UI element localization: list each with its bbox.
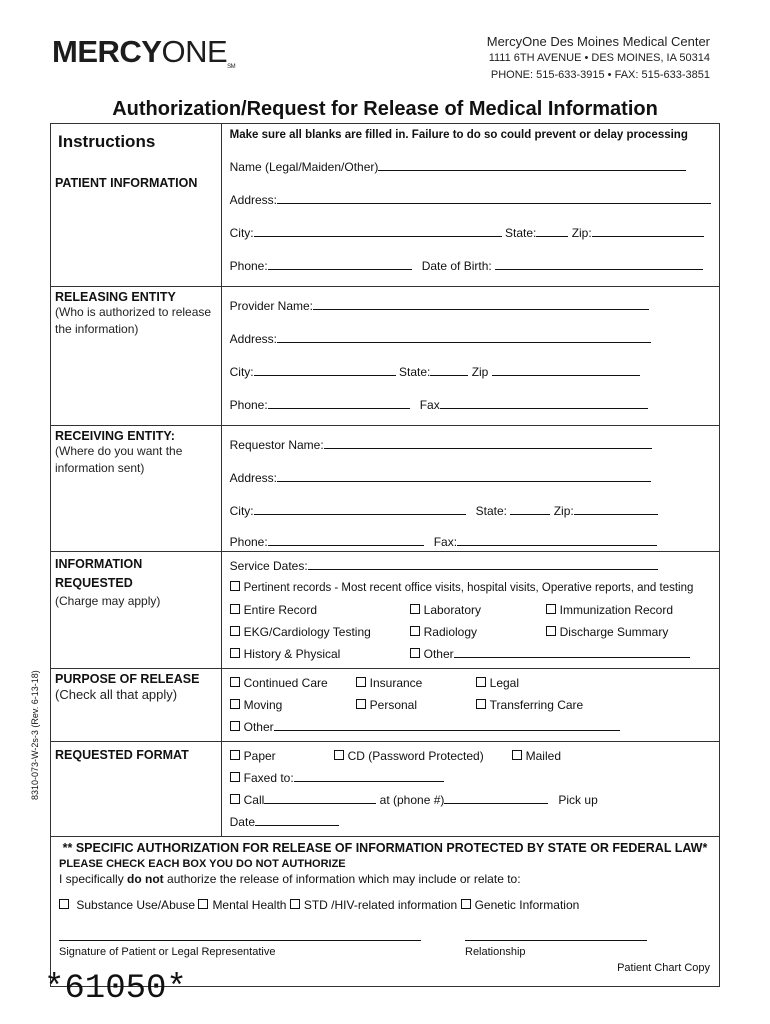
receiving-city-row — [230, 495, 711, 528]
organization-info — [487, 33, 710, 84]
transferring-checkbox[interactable] — [476, 694, 584, 716]
immunization-checkbox[interactable] — [546, 599, 673, 621]
info-other-blank[interactable] — [454, 644, 690, 658]
purpose-other-blank[interactable] — [274, 717, 620, 731]
format-section — [51, 742, 720, 837]
laboratory-label: Laboratory — [423, 603, 482, 617]
requestor-name-field[interactable] — [230, 429, 711, 462]
releasing-zip-label: Zip — [471, 365, 489, 379]
phone-blank[interactable] — [444, 790, 548, 804]
release-form-table — [50, 123, 720, 987]
service-dates-blank[interactable] — [308, 556, 658, 570]
specific-title: ** SPECIFIC AUTHORIZATION FOR RELEASE OF INFORMATION PROTECTED BY STATE OR FEDERAL LAW* — [62, 841, 708, 855]
format-row-1 — [230, 745, 711, 767]
releasing-address-blank[interactable] — [277, 329, 651, 343]
logo-sm: SM — [227, 64, 236, 70]
discharge-label: Discharge Summary — [559, 625, 669, 639]
checkbox-icon[interactable] — [230, 721, 240, 731]
information-label: INFORMATION REQUESTED — [55, 557, 143, 590]
releasing-address-label: Address: — [229, 332, 277, 346]
call-checkbox[interactable] — [230, 789, 711, 811]
patient-city-row — [230, 217, 711, 250]
genetic-checkbox[interactable] — [461, 898, 580, 912]
patient-phone-blank[interactable] — [268, 256, 412, 270]
paper-checkbox[interactable] — [230, 745, 334, 767]
purpose-section — [51, 669, 720, 742]
mailed-label: Mailed — [525, 749, 561, 763]
do-not-emphasis: do not — [127, 872, 164, 886]
receiving-city-blank[interactable] — [254, 501, 466, 515]
checkbox-icon[interactable] — [230, 772, 240, 782]
releasing-address-field[interactable] — [230, 323, 711, 356]
checkbox-icon[interactable] — [410, 626, 420, 636]
patient-state-label: State: — [504, 226, 537, 240]
substance-checkbox[interactable] — [59, 898, 195, 912]
patient-name-blank[interactable] — [378, 157, 686, 171]
faxed-blank[interactable] — [294, 768, 444, 782]
receiving-zip-label: Zip: — [553, 504, 574, 518]
call-blank[interactable] — [264, 790, 376, 804]
instructions-heading: Instructions — [58, 132, 156, 151]
logo-part-ercy: ERCY — [77, 34, 162, 69]
checkbox-icon[interactable] — [230, 699, 240, 709]
releasing-label: RELEASING ENTITY — [55, 290, 176, 304]
org-address: 1111 6TH AVENUE • DES MOINES, IA 50314 — [488, 52, 710, 64]
cd-checkbox[interactable] — [334, 745, 512, 767]
checkbox-icon[interactable] — [230, 794, 240, 804]
checkbox-icon[interactable] — [198, 899, 208, 909]
receiving-fax-blank[interactable] — [457, 532, 657, 546]
instructions-note: Make sure all blanks are filled in. Failure to do so could prevent or delay processing — [229, 129, 688, 141]
personal-checkbox[interactable] — [356, 694, 476, 716]
patient-city-blank[interactable] — [254, 223, 502, 237]
releasing-phone-label: Phone: — [229, 398, 268, 412]
patient-address-blank[interactable] — [277, 190, 711, 204]
receiving-label: RECEIVING ENTITY: — [55, 429, 175, 443]
checkbox-icon[interactable] — [230, 626, 240, 636]
service-dates-label: Service Dates: — [229, 559, 308, 573]
releasing-state-blank[interactable] — [430, 362, 468, 376]
moving-label: Moving — [243, 698, 283, 712]
checkbox-icon[interactable] — [476, 699, 486, 709]
radiology-checkbox[interactable] — [410, 621, 546, 643]
at-phone-label: at (phone #) — [379, 793, 445, 807]
info-row-1 — [230, 599, 711, 621]
releasing-phone-blank[interactable] — [268, 395, 410, 409]
patient-dob-blank[interactable] — [495, 256, 703, 270]
checkbox-icon[interactable] — [290, 899, 300, 909]
provider-name-label: Provider Name: — [229, 299, 314, 313]
requestor-name-blank[interactable] — [324, 435, 652, 449]
purpose-other-label: Other — [243, 720, 274, 734]
patient-section — [51, 124, 720, 287]
checkbox-icon[interactable] — [461, 899, 471, 909]
checkbox-icon[interactable] — [546, 626, 556, 636]
form-barcode-number: *61050* — [44, 970, 187, 1008]
form-revision-id: 8310-073-W-2s-3 (Rev. 6-13-18) — [30, 670, 40, 800]
releasing-city-row — [230, 356, 711, 389]
history-label: History & Physical — [243, 647, 341, 661]
legal-label: Legal — [489, 676, 520, 690]
patient-dob-label: Date of Birth: — [421, 259, 492, 273]
legal-checkbox[interactable] — [476, 672, 519, 694]
receiving-address-field[interactable] — [230, 462, 711, 495]
checkbox-icon[interactable] — [334, 750, 344, 760]
checkbox-icon[interactable] — [356, 677, 366, 687]
patient-phone-label: Phone: — [229, 259, 268, 273]
releasing-fax-blank[interactable] — [440, 395, 648, 409]
info-other-checkbox[interactable] — [410, 643, 690, 665]
relationship-label: Relationship — [465, 946, 526, 958]
receiving-address-label: Address: — [229, 471, 277, 485]
patient-name-label: Name (Legal/Maiden/Other) — [229, 160, 379, 174]
ekg-label: EKG/Cardiology Testing — [243, 625, 371, 639]
checkbox-icon[interactable] — [410, 604, 420, 614]
checkbox-icon[interactable] — [356, 699, 366, 709]
purpose-other-checkbox[interactable] — [230, 716, 711, 738]
date-label: Date — [229, 815, 255, 829]
purpose-row-1 — [230, 672, 711, 694]
releasing-city-blank[interactable] — [254, 362, 396, 376]
mercyone-logo — [52, 34, 235, 70]
mailed-checkbox[interactable] — [512, 745, 561, 767]
requestor-name-label: Requestor Name: — [229, 438, 324, 452]
releasing-fax-label: Fax — [419, 398, 440, 412]
mental-health-label: Mental Health — [212, 898, 287, 912]
do-not-authorize-text — [59, 872, 711, 886]
org-name: MercyOne Des Moines Medical Center — [486, 34, 710, 49]
radiology-label: Radiology — [423, 625, 478, 639]
releasing-phone-row — [230, 389, 711, 422]
patient-zip-label: Zip: — [571, 226, 592, 240]
service-dates-field[interactable] — [230, 555, 711, 577]
pertinent-label: Pertinent records - Most recent office visits, hospital visits, Operative reports, and testing — [243, 582, 694, 594]
laboratory-checkbox[interactable] — [410, 599, 546, 621]
pertinent-checkbox[interactable] — [230, 577, 711, 599]
purpose-row-2 — [230, 694, 711, 716]
line-a: I specifically — [59, 872, 128, 886]
form-title: Authorization/Request for Release of Medical Information — [112, 98, 658, 120]
patient-state-blank[interactable] — [536, 223, 568, 237]
checkbox-icon[interactable] — [476, 677, 486, 687]
genetic-label: Genetic Information — [474, 898, 580, 912]
checkbox-icon[interactable] — [512, 750, 522, 760]
checkbox-icon[interactable] — [230, 604, 240, 614]
patient-name-field[interactable] — [230, 151, 711, 184]
receiving-zip-blank[interactable] — [574, 501, 658, 515]
immunization-label: Immunization Record — [559, 603, 674, 617]
ekg-checkbox[interactable] — [230, 621, 410, 643]
info-row-3 — [230, 643, 711, 665]
receiving-sub: (Where do you want the information sent) — [55, 444, 183, 475]
personal-label: Personal — [369, 698, 418, 712]
entire-record-checkbox[interactable] — [230, 599, 410, 621]
receiving-section — [51, 426, 720, 552]
receiving-fax-label: Fax: — [433, 535, 458, 549]
releasing-zip-blank[interactable] — [492, 362, 640, 376]
format-label: REQUESTED FORMAT — [55, 748, 189, 762]
signature-line[interactable] — [59, 940, 421, 941]
cd-label: CD (Password Protected) — [347, 749, 484, 763]
purpose-sub: (Check all that apply) — [55, 687, 178, 702]
releasing-city-label: City: — [229, 365, 254, 379]
discharge-checkbox[interactable] — [546, 621, 669, 643]
transferring-label: Transferring Care — [489, 698, 584, 712]
receiving-phone-label: Phone: — [229, 535, 268, 549]
provider-name-blank[interactable] — [313, 296, 649, 310]
pickup-label: Pick up — [558, 793, 598, 807]
checkbox-icon[interactable] — [230, 677, 240, 687]
patient-city-label: City: — [229, 226, 254, 240]
receiving-phone-row — [230, 528, 711, 548]
std-label: STD /HIV-related information — [303, 898, 458, 912]
date-field[interactable] — [230, 811, 711, 833]
faxed-checkbox[interactable] — [230, 767, 711, 789]
checkbox-icon[interactable] — [546, 604, 556, 614]
checkbox-icon[interactable] — [59, 899, 69, 909]
continued-care-label: Continued Care — [243, 676, 328, 690]
logo-part-one: ONE — [161, 34, 228, 69]
substance-label: Substance Use/Abuse — [76, 898, 196, 912]
mental-health-checkbox[interactable] — [198, 898, 286, 912]
continued-care-checkbox[interactable] — [230, 672, 356, 694]
std-checkbox[interactable] — [290, 898, 457, 912]
receiving-city-label: City: — [229, 504, 254, 518]
patient-chart-copy: Patient Chart Copy — [617, 962, 710, 974]
insurance-label: Insurance — [369, 676, 423, 690]
releasing-section — [51, 287, 720, 426]
information-section — [51, 552, 720, 669]
check-each-box-note: PLEASE CHECK EACH BOX YOU DO NOT AUTHORIZE — [59, 858, 346, 870]
receiving-state-label: State: — [475, 504, 508, 518]
releasing-state-label: State: — [398, 365, 431, 379]
purpose-label: PURPOSE OF RELEASE — [55, 672, 200, 686]
checkbox-icon[interactable] — [230, 581, 240, 591]
insurance-checkbox[interactable] — [356, 672, 476, 694]
moving-checkbox[interactable] — [230, 694, 356, 716]
patient-address-label: Address: — [229, 193, 277, 207]
signature-label: Signature of Patient or Legal Representative — [59, 946, 276, 958]
date-blank[interactable] — [255, 812, 339, 826]
history-checkbox[interactable] — [230, 643, 410, 665]
patient-zip-blank[interactable] — [592, 223, 704, 237]
call-label: Call — [243, 793, 265, 807]
faxed-label: Faxed to: — [243, 771, 294, 785]
releasing-sub: (Who is authorized to release the information) — [55, 305, 212, 336]
patient-address-field[interactable] — [230, 184, 711, 217]
patient-phone-row — [230, 250, 711, 283]
patient-info-label: PATIENT INFORMATION — [55, 176, 198, 190]
receiving-state-blank[interactable] — [510, 501, 550, 515]
receiving-address-blank[interactable] — [277, 468, 651, 482]
checkbox-icon[interactable] — [410, 648, 420, 658]
checkbox-icon[interactable] — [230, 648, 240, 658]
info-other-label: Other — [423, 647, 454, 661]
protected-categories-row — [59, 898, 711, 912]
information-sub: (Charge may apply) — [55, 594, 161, 608]
org-phone-fax: PHONE: 515-633-3915 • FAX: 515-633-3851 — [490, 69, 710, 81]
logo-part-m: M — [52, 34, 78, 69]
provider-name-field[interactable] — [230, 290, 711, 323]
checkbox-icon[interactable] — [230, 750, 240, 760]
entire-record-label: Entire Record — [243, 603, 318, 617]
info-row-2 — [230, 621, 711, 643]
line-c: authorize the release of information which may include or relate to: — [163, 872, 521, 886]
paper-label: Paper — [243, 749, 276, 763]
relationship-line[interactable] — [465, 940, 647, 941]
receiving-phone-blank[interactable] — [268, 532, 424, 546]
